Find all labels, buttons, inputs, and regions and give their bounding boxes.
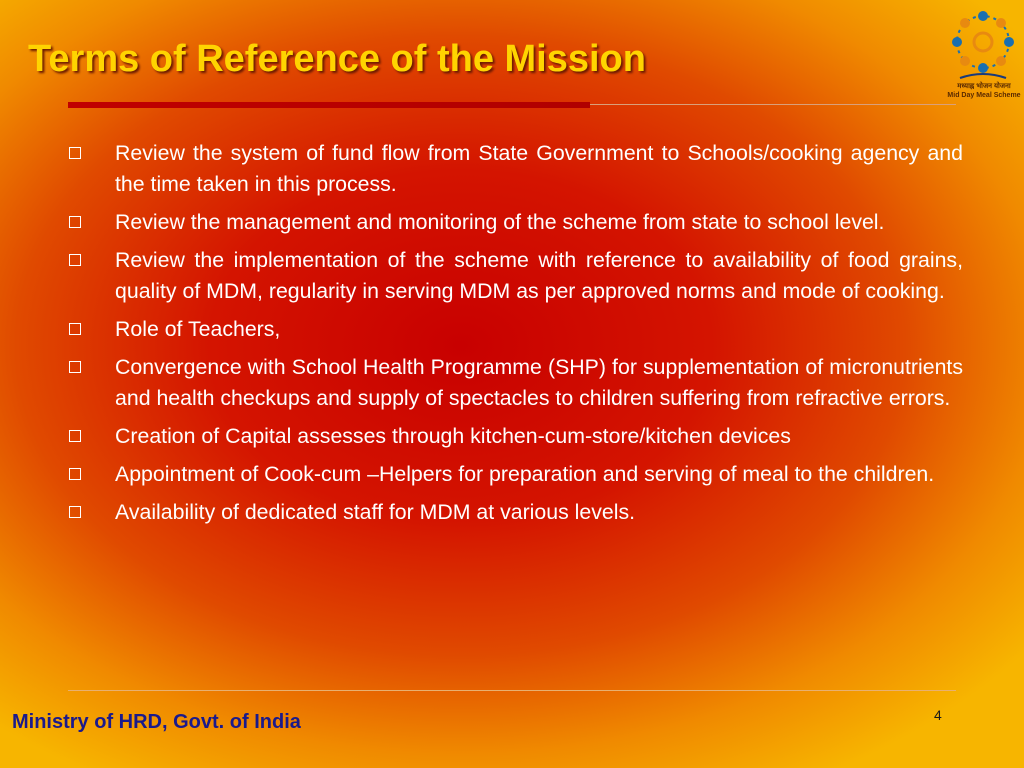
logo-caption-english: Mid Day Meal Scheme <box>947 92 1021 99</box>
slide-title: Terms of Reference of the Mission <box>28 38 646 80</box>
checkbox-square-icon <box>69 216 81 228</box>
logo-ring <box>952 11 1014 78</box>
checkbox-square-icon <box>69 254 81 266</box>
checkbox-square-icon <box>69 430 81 442</box>
checkbox-square-icon <box>69 506 81 518</box>
bullet-text: Review the implementation of the scheme with reference to availability of food grains, quality of MDM, regularity in serving MDM as per approved norms and mode of cooking. <box>115 248 963 303</box>
bullet-text: Availability of dedicated staff for MDM at various levels. <box>115 500 636 524</box>
bullet-list <box>66 138 963 535</box>
footer-ministry: Ministry of HRD, Govt. of India <box>12 711 301 733</box>
bullet-text: Creation of Capital assesses through kitchen-cum-store/kitchen devices <box>115 424 791 448</box>
checkbox-square-icon <box>69 147 81 159</box>
bullet-item <box>66 207 963 238</box>
title-underline <box>68 102 590 108</box>
checkbox-square-icon <box>69 468 81 480</box>
logo-caption <box>944 82 1024 100</box>
footer-divider <box>68 690 956 691</box>
bullet-item <box>66 245 963 307</box>
checkbox-square-icon <box>69 361 81 373</box>
bullet-text: Appointment of Cook-cum –Helpers for preparation and serving of meal to the children. <box>115 462 935 486</box>
bullet-item <box>66 421 963 452</box>
bullet-text: Review the management and monitoring of the scheme from state to school level. <box>115 210 885 234</box>
bullet-text: Role of Teachers, <box>115 317 281 341</box>
bullet-item <box>66 459 963 490</box>
logo-caption-hindi: मध्याह्न भोजन योजना <box>957 83 1011 90</box>
bullet-text: Review the system of fund flow from State Government to Schools/cooking agency and the time taken in this process. <box>115 141 963 196</box>
bullet-item <box>66 314 963 345</box>
bullet-item <box>66 352 963 414</box>
bullet-item <box>66 138 963 200</box>
checkbox-square-icon <box>69 323 81 335</box>
bullet-item <box>66 497 963 528</box>
bullet-text: Convergence with School Health Programme (SHP) for supplementation of micronutrients and health checkups and supply of spectacles to children suffering from refractive errors. <box>115 355 963 410</box>
title-underline-thin <box>590 104 956 105</box>
page-number: 4 <box>934 707 942 723</box>
